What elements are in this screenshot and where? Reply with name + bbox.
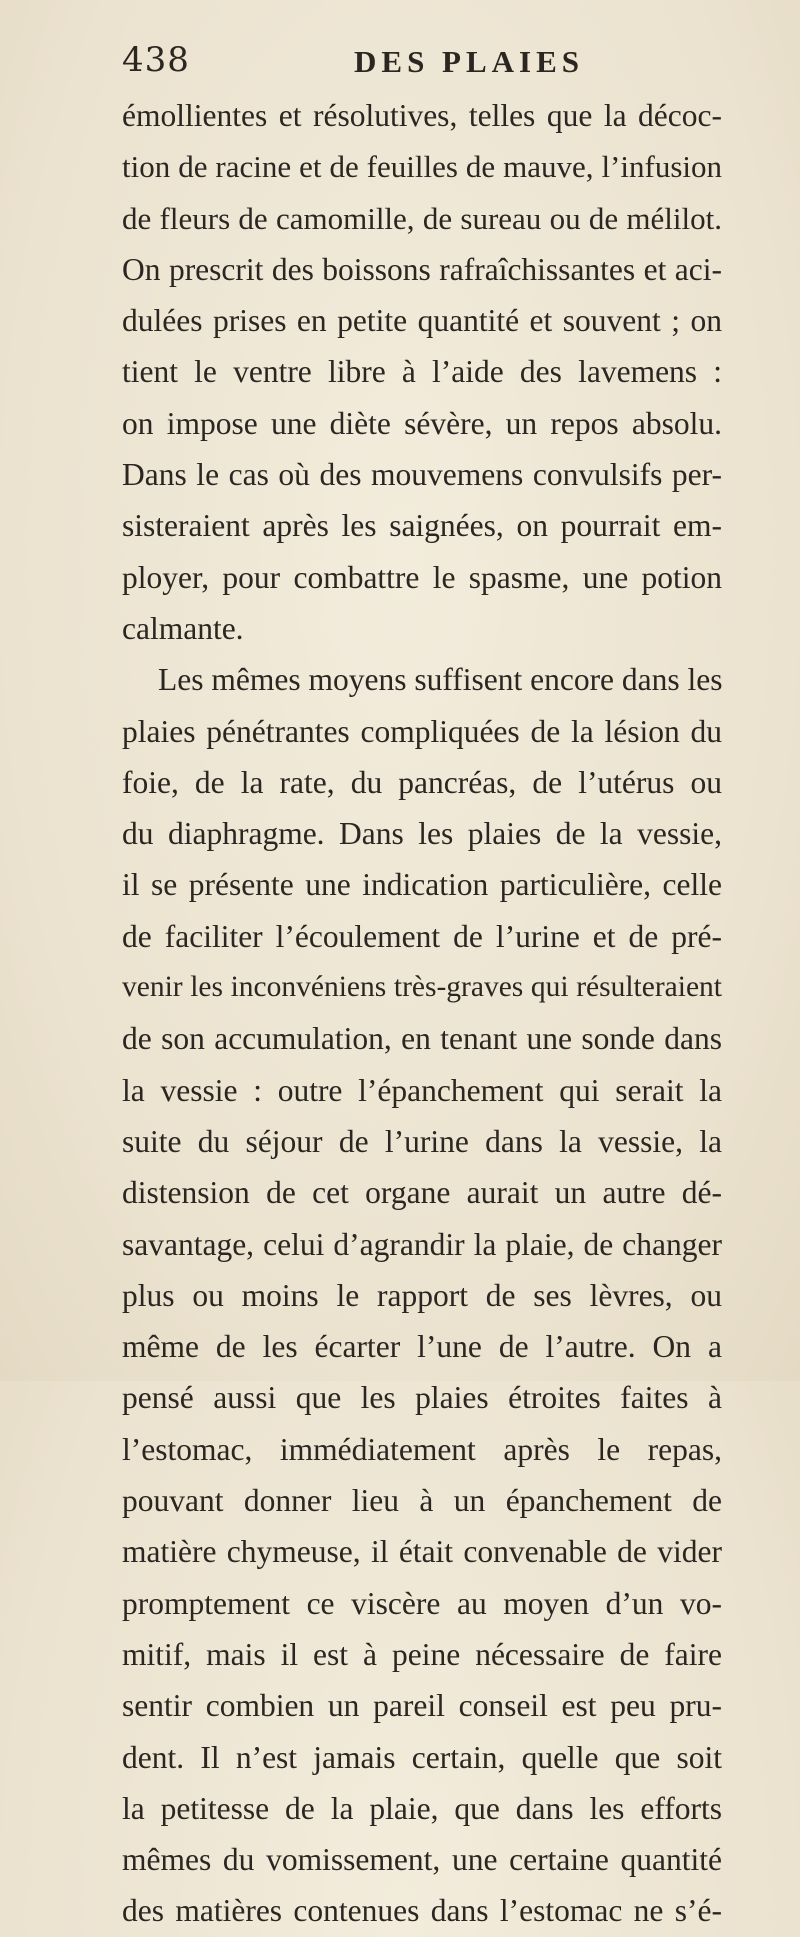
text-line: On prescrit des boissons rafraîchissantes et aci-	[122, 251, 722, 287]
text-line: promptement ce viscère au moyen d’un vo-	[122, 1585, 722, 1621]
text-line: sentir combien un pareil conseil est peu pru-	[122, 1688, 722, 1724]
text-line: sisteraient après les saignées, on pourrait em-	[122, 508, 722, 544]
text-line: de fleurs de camomille, de sureau ou de mélilot.	[122, 200, 722, 236]
text-line: dent. Il n’est jamais certain, quelle que soit	[122, 1739, 722, 1775]
text-line: de son accumulation, en tenant une sonde dans	[122, 1021, 722, 1057]
body-text	[122, 90, 722, 1937]
text-line: ployer, pour combattre le spasme, une potion	[122, 559, 722, 595]
text-line: matière chymeuse, il était convenable de vider	[122, 1534, 722, 1570]
text-line: plaies pénétrantes compliquées de la lésion du	[122, 713, 722, 749]
text-line: tion de racine et de feuilles de mauve, l’infusion	[122, 149, 722, 185]
text-line: du diaphragme. Dans les plaies de la vessie,	[122, 816, 722, 852]
text-line: foie, de la rate, du pancréas, de l’utérus ou	[122, 764, 722, 800]
text-line: distension de cet organe aurait un autre dé-	[122, 1175, 722, 1211]
text-line: émollientes et résolutives, telles que la décoc-	[122, 98, 722, 133]
text-line: mêmes du vomissement, une certaine quantité	[122, 1842, 722, 1878]
text-line: suite du séjour de l’urine dans la vessie, la	[122, 1123, 722, 1159]
text-line: Dans le cas où des mouvemens convulsifs per-	[122, 457, 722, 493]
text-line: même de les écarter l’une de l’autre. On a	[122, 1329, 722, 1365]
text-line: des matières contenues dans l’estomac ne s’é-	[122, 1893, 722, 1929]
text-line: de faciliter l’écoulement de l’urine et de pré-	[122, 918, 722, 954]
text-line: on impose une diète sévère, un repos absolu.	[122, 405, 722, 441]
text-line: il se présente une indication particulière, celle	[122, 867, 722, 903]
text-line: calmante.	[122, 610, 244, 646]
text-line: dulées prises en petite quantité et souvent ; on	[122, 303, 722, 339]
running-title: DES PLAIES	[354, 44, 585, 79]
text-line: pensé aussi que les plaies étroites faites à	[122, 1380, 722, 1416]
text-line: plus ou moins le rapport de ses lèvres, ou	[122, 1277, 722, 1313]
text-line: tient le ventre libre à l’aide des lavemens :	[122, 354, 722, 390]
running-head	[122, 40, 720, 80]
text-line: savantage, celui d’agrandir la plaie, de changer	[122, 1226, 722, 1262]
text-line: la vessie : outre l’épanchement qui serait la	[122, 1072, 722, 1108]
text-line: l’estomac, immédiatement après le repas,	[122, 1431, 722, 1467]
page-number: 438	[122, 40, 190, 80]
text-line: pouvant donner lieu à un épanchement de	[122, 1483, 722, 1519]
text-line: venir les inconvéniens très-graves qui résulteraient	[122, 971, 722, 1004]
text-line: mitif, mais il est à peine nécessaire de faire	[122, 1636, 722, 1672]
text-line: la petitesse de la plaie, que dans les efforts	[122, 1790, 722, 1826]
text-line: Les mêmes moyens suffisent encore dans les	[158, 662, 723, 698]
